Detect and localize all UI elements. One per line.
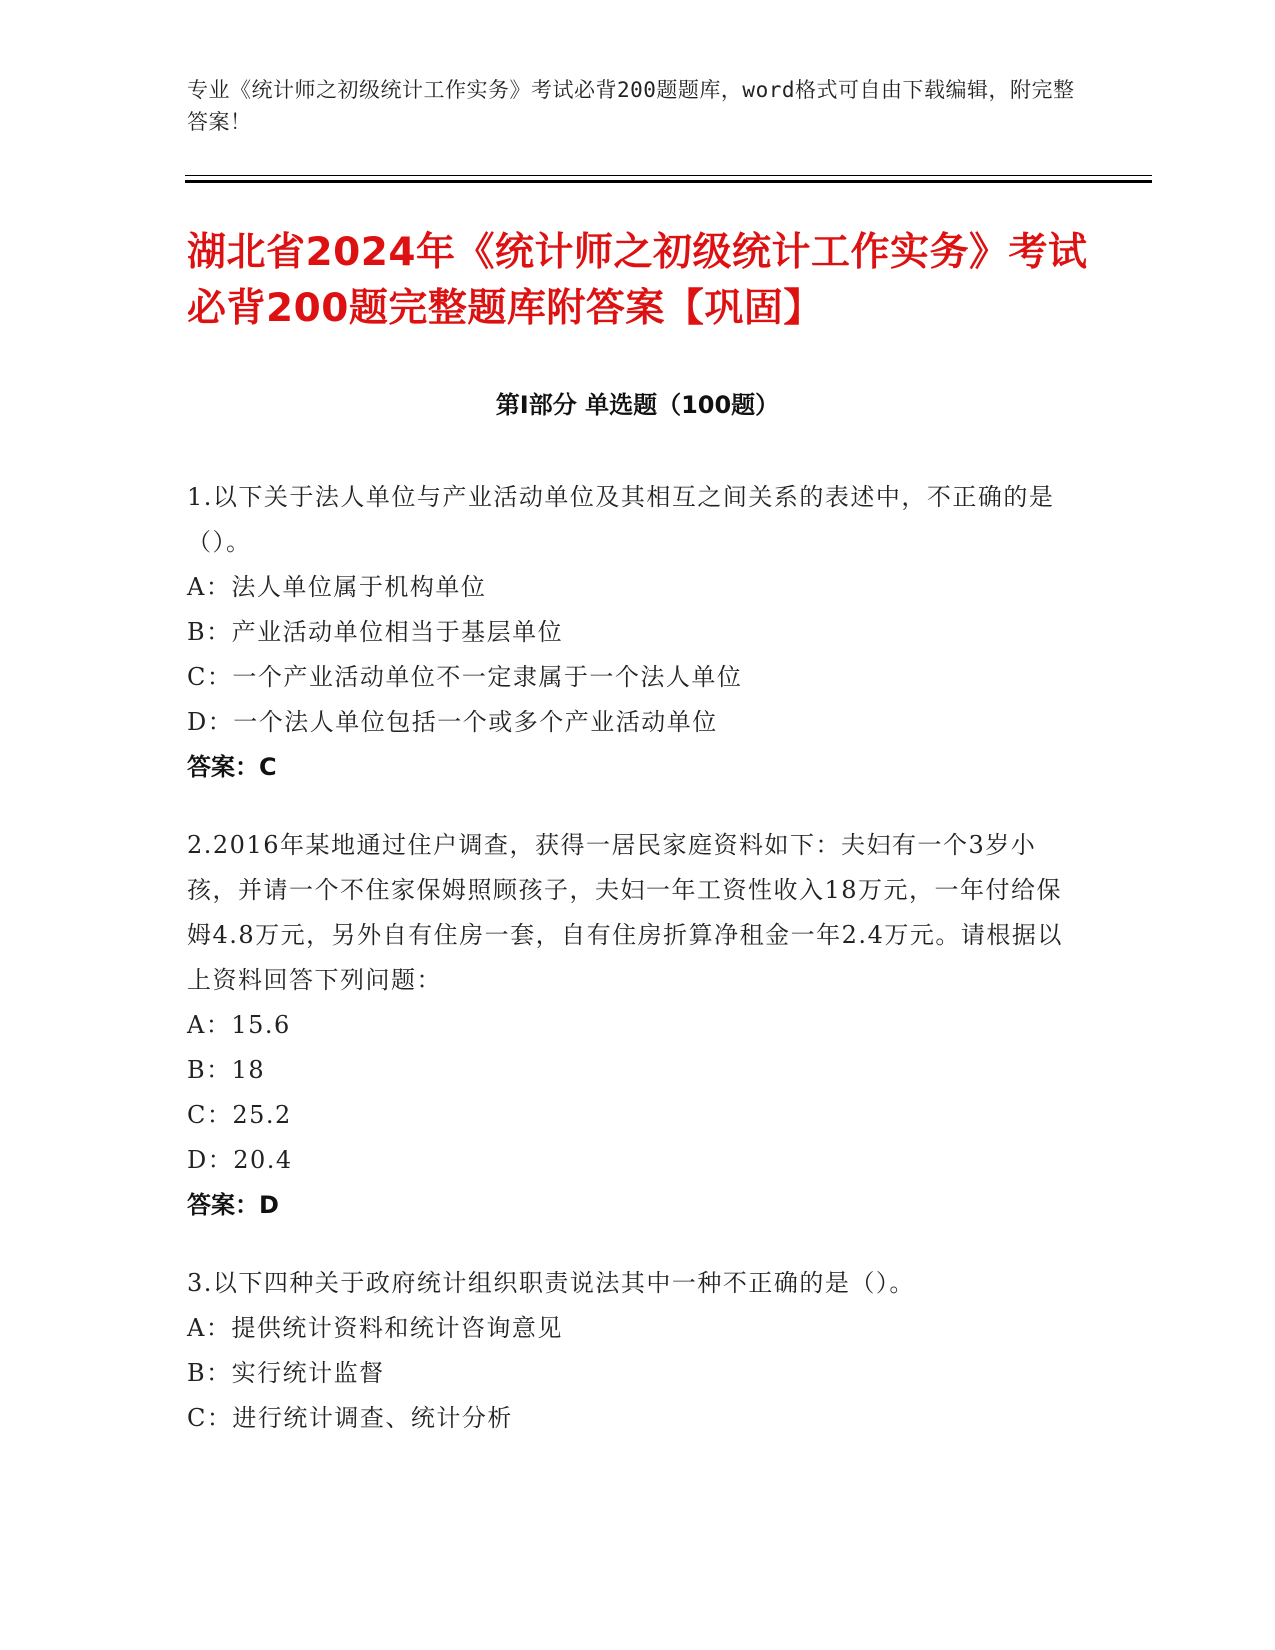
- question-2: [187, 823, 1087, 1228]
- option-c: C：进行统计调查、统计分析: [187, 1404, 513, 1432]
- question-3: [187, 1261, 1087, 1441]
- header-divider-thin: [185, 175, 1152, 176]
- answer-line: 答案：D: [187, 1191, 279, 1219]
- question-stem: 2.2016年某地通过住户调查，获得一居民家庭资料如下：夫妇有一个3岁小孩，并请一个不住家保姆照顾孩子，夫妇一年工资性收入18万元，一年付给保姆4.8万元，另外自有住房一套，自有住房折算净租金一年2.4万元。请根据以上资料回答下列问题：: [187, 831, 1063, 994]
- option-a: A：提供统计资料和统计咨询意见: [187, 1314, 563, 1342]
- option-b: B：实行统计监督: [187, 1359, 385, 1387]
- option-c: C：一个产业活动单位不一定隶属于一个法人单位: [187, 663, 743, 691]
- question-stem: 1.以下关于法人单位与产业活动单位及其相互之间关系的表述中，不正确的是（）。: [187, 483, 1055, 556]
- option-b: B：产业活动单位相当于基层单位: [187, 618, 564, 646]
- header-note: 专业《统计师之初级统计工作实务》考试必背200题题库，word格式可自由下载编辑，附完整答案！: [187, 78, 1075, 134]
- option-a: A：法人单位属于机构单位: [187, 573, 487, 601]
- document-title: 湖北省2024年《统计师之初级统计工作实务》考试必背200题完整题库附答案【巩固】: [187, 230, 1088, 331]
- option-c: C：25.2: [187, 1101, 292, 1129]
- option-d: D：一个法人单位包括一个或多个产业活动单位: [187, 708, 718, 736]
- option-b: B：18: [187, 1056, 266, 1084]
- question-1: [187, 475, 1087, 790]
- question-list: [187, 475, 1087, 1474]
- answer-line: 答案：C: [187, 753, 277, 781]
- section-heading: 第I部分 单选题（100题）: [495, 391, 780, 419]
- option-a: A：15.6: [187, 1011, 291, 1039]
- question-stem: 3.以下四种关于政府统计组织职责说法其中一种不正确的是（）。: [187, 1269, 915, 1297]
- header-divider-thick: [185, 180, 1152, 183]
- option-d: D：20.4: [187, 1146, 293, 1174]
